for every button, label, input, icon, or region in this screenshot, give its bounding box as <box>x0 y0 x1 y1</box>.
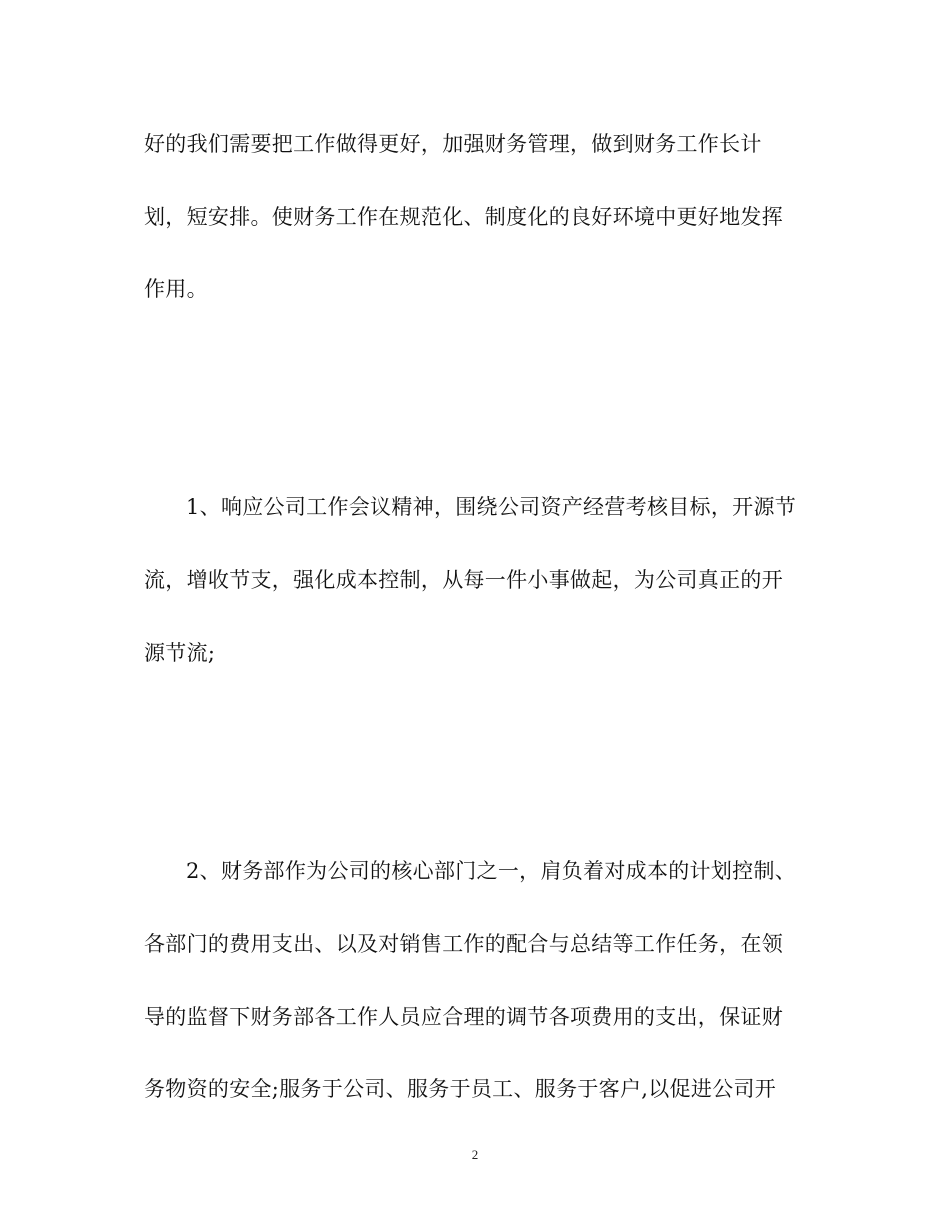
paragraph-line: 好的我们需要把工作做得更好，加强财务管理，做到财务工作长计 <box>144 132 762 156</box>
paragraph-line: 各部门的费用支出、以及对销售工作的配合与总结等工作任务，在领 <box>144 932 783 956</box>
page-number: 2 <box>471 1147 479 1162</box>
paragraph-line: 流，增收节支，强化成本控制，从每一件小事做起，为公司真正的开 <box>144 568 783 592</box>
paragraph-line: 2、财务部作为公司的核心部门之一，肩负着对成本的计划控制、 <box>186 859 797 883</box>
paragraph-line: 划，短安排。使财务工作在规范化、制度化的良好环境中更好地发挥 <box>144 205 783 229</box>
paragraph-line: 源节流; <box>144 641 216 665</box>
paragraph-line: 务物资的安全;服务于公司、服务于员工、服务于客户,以促进公司开 <box>144 1077 777 1101</box>
paragraph-line: 作用。 <box>144 277 208 301</box>
paragraph-line: 导的监督下财务部各工作人员应合理的调节各项费用的支出，保证财 <box>144 1005 783 1029</box>
paragraph-line: 1、响应公司工作会议精神，围绕公司资产经营考核目标，开源节 <box>186 495 797 519</box>
